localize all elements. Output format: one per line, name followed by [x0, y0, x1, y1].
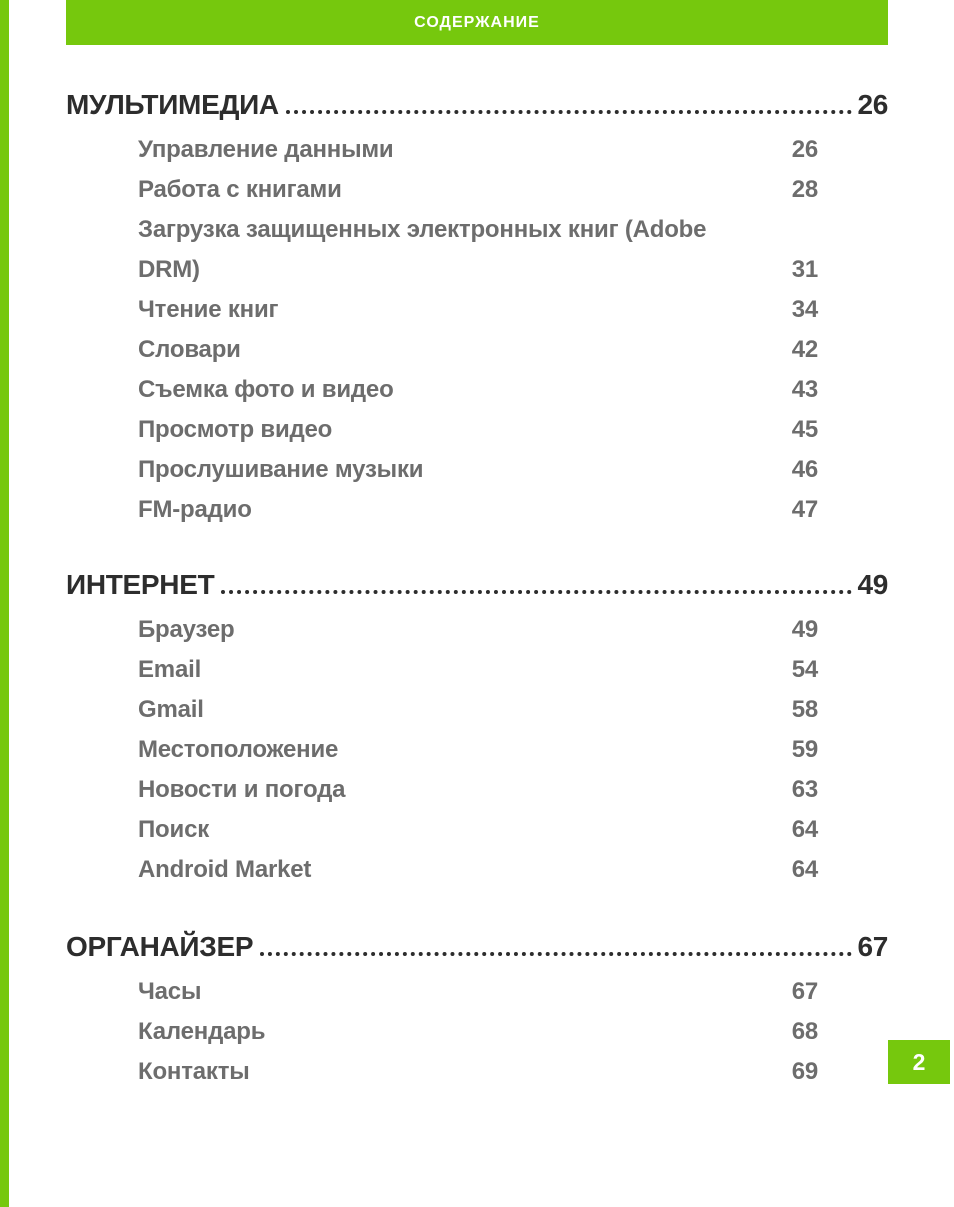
- entry-page-number: 31: [791, 256, 818, 283]
- dot-leader: [221, 590, 852, 594]
- toc-items: [66, 972, 888, 1092]
- section-title: ОРГАНАЙЗЕР: [66, 931, 254, 962]
- entry-label: Прослушивание музыки: [138, 456, 424, 483]
- toc-section-heading[interactable]: [66, 88, 888, 122]
- toc-entry[interactable]: [66, 650, 888, 690]
- toc-entry[interactable]: [66, 130, 888, 170]
- entry-label: Загрузка защищенных электронных книг (Adobe DRM): [138, 216, 707, 283]
- toc-entry[interactable]: [66, 972, 888, 1012]
- entry-page-number: 28: [791, 176, 818, 203]
- entry-label: Просмотр видео: [138, 416, 333, 443]
- toc-items: [66, 130, 888, 530]
- entry-page-number: 49: [791, 616, 818, 643]
- entry-page-number: 64: [791, 856, 818, 883]
- entry-page-number: 54: [791, 656, 818, 683]
- entry-page-number: 59: [791, 736, 818, 763]
- toc-content: [66, 0, 888, 1092]
- entry-label: Управление данными: [138, 136, 394, 163]
- entry-label: Браузер: [138, 616, 235, 643]
- toc-section-heading[interactable]: [66, 568, 888, 602]
- page-number: 2: [912, 1048, 926, 1075]
- toc-entry[interactable]: [66, 770, 888, 810]
- section-title: МУЛЬТИМЕДИА: [66, 89, 279, 120]
- entry-label: FM-радио: [138, 496, 252, 523]
- toc-entry[interactable]: [66, 690, 888, 730]
- entry-label: Словари: [138, 336, 241, 363]
- section-page-number: 67: [857, 931, 888, 962]
- entry-label: Поиск: [138, 816, 210, 843]
- dot-leader: [286, 110, 853, 114]
- toc-entry[interactable]: [66, 170, 888, 210]
- entry-label: Gmail: [138, 696, 204, 723]
- entry-page-number: 64: [791, 816, 818, 843]
- entry-label: Контакты: [138, 1058, 250, 1085]
- toc-section: [66, 88, 888, 530]
- toc-section: [66, 568, 888, 890]
- toc-entry[interactable]: [66, 410, 888, 450]
- entry-page-number: 46: [791, 456, 818, 483]
- entry-page-number: 67: [791, 978, 818, 1005]
- header-title: СОДЕРЖАНИЕ: [414, 13, 540, 31]
- page-number-badge: [888, 1040, 950, 1084]
- entry-label: Новости и погода: [138, 776, 346, 803]
- entry-page-number: 43: [791, 376, 818, 403]
- entry-page-number: 42: [791, 336, 818, 363]
- toc-entry[interactable]: [66, 730, 888, 770]
- toc-entry[interactable]: [66, 210, 888, 290]
- entry-label: Часы: [138, 978, 202, 1005]
- entry-page-number: 68: [791, 1018, 818, 1045]
- toc-section-heading[interactable]: [66, 930, 888, 964]
- section-page-number: 26: [857, 89, 888, 120]
- toc-entry[interactable]: [66, 1012, 888, 1052]
- left-accent-bar: [0, 0, 9, 1207]
- section-page-number: 49: [857, 569, 888, 600]
- entry-label: Местоположение: [138, 736, 339, 763]
- toc-entry[interactable]: [66, 490, 888, 530]
- toc-entry[interactable]: [66, 450, 888, 490]
- entry-label: Работа с книгами: [138, 176, 342, 203]
- entry-label: Android Market: [138, 856, 312, 883]
- toc-entry[interactable]: [66, 850, 888, 890]
- entry-label: Email: [138, 656, 202, 683]
- dot-leader: [260, 952, 852, 956]
- toc-entry[interactable]: [66, 330, 888, 370]
- toc-section: [66, 930, 888, 1092]
- entry-page-number: 58: [791, 696, 818, 723]
- entry-page-number: 26: [791, 136, 818, 163]
- toc-entry[interactable]: [66, 810, 888, 850]
- section-title: ИНТЕРНЕТ: [66, 569, 215, 600]
- entry-page-number: 34: [791, 296, 818, 323]
- toc-entry[interactable]: [66, 610, 888, 650]
- toc-entry[interactable]: [66, 1052, 888, 1092]
- toc-entry[interactable]: [66, 290, 888, 330]
- entry-page-number: 63: [791, 776, 818, 803]
- toc-entry[interactable]: [66, 370, 888, 410]
- entry-label: Съемка фото и видео: [138, 376, 394, 403]
- entry-label: Календарь: [138, 1018, 266, 1045]
- entry-label: Чтение книг: [138, 296, 279, 323]
- entry-page-number: 45: [791, 416, 818, 443]
- entry-page-number: 47: [791, 496, 818, 523]
- toc-items: [66, 610, 888, 890]
- entry-page-number: 69: [791, 1058, 818, 1085]
